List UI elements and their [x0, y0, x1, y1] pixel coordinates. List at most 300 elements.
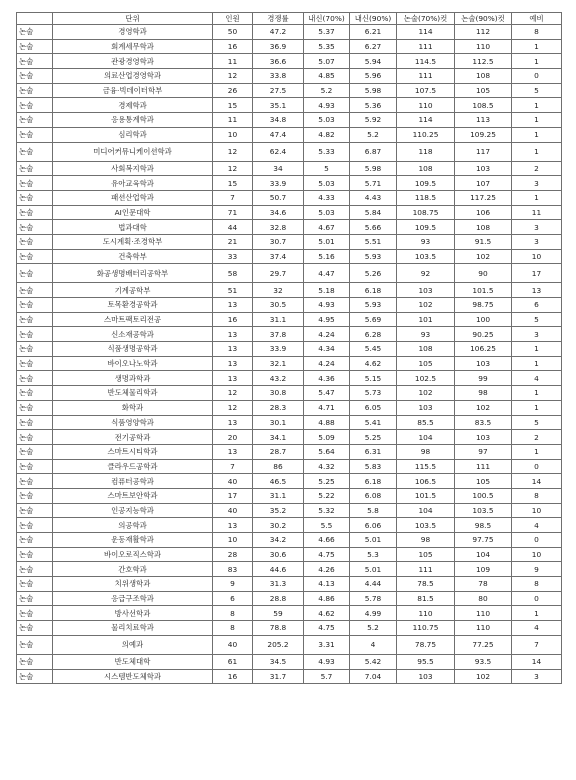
table-cell: 4.93 — [304, 98, 350, 113]
table-cell: AI인문대학 — [53, 205, 213, 220]
table-cell: 59 — [253, 606, 304, 621]
table-cell: 12 — [213, 161, 253, 176]
table-cell: 4.67 — [304, 220, 350, 235]
table-cell: 5.03 — [304, 205, 350, 220]
table-cell: 47.4 — [253, 127, 304, 142]
table-cell: 5.32 — [304, 503, 350, 518]
table-cell: 5.2 — [350, 621, 397, 636]
table-cell: 4.24 — [304, 327, 350, 342]
table-cell: 5.93 — [350, 298, 397, 313]
table-cell: 신소재공학과 — [53, 327, 213, 342]
table-cell: 47.2 — [253, 25, 304, 40]
table-row — [17, 518, 562, 533]
table-cell: 110 — [397, 98, 455, 113]
table-cell: 3 — [512, 176, 562, 191]
table-cell: 논술 — [17, 356, 53, 371]
header-row — [17, 13, 562, 25]
table-row — [17, 371, 562, 386]
table-cell: 108 — [455, 220, 512, 235]
table-cell: 32.8 — [253, 220, 304, 235]
table-row — [17, 577, 562, 592]
table-cell: 17 — [512, 264, 562, 283]
table-cell: 5.01 — [350, 533, 397, 548]
table-cell: 6 — [213, 591, 253, 606]
table-cell: 8 — [512, 577, 562, 592]
table-cell: 5.51 — [350, 234, 397, 249]
table-cell: 5.03 — [304, 176, 350, 191]
table-cell: 5.83 — [350, 459, 397, 474]
table-cell: 식품생명공학과 — [53, 342, 213, 357]
table-cell: 13 — [213, 298, 253, 313]
table-cell: 17 — [213, 488, 253, 503]
table-cell: 논술 — [17, 25, 53, 40]
table-cell: 16 — [213, 312, 253, 327]
table-cell: 6.08 — [350, 488, 397, 503]
table-cell: 5.37 — [304, 25, 350, 40]
table-cell: 1 — [512, 127, 562, 142]
table-row — [17, 606, 562, 621]
table-cell: 6.87 — [350, 142, 397, 161]
table-cell: 44.6 — [253, 562, 304, 577]
table-cell: 3 — [512, 669, 562, 684]
table-row — [17, 400, 562, 415]
header-cell-gpa-90: 내신(90%) — [350, 13, 397, 25]
table-cell: 응급구조학과 — [53, 591, 213, 606]
table-cell: 28.8 — [253, 591, 304, 606]
table-cell: 101.5 — [455, 283, 512, 298]
table-cell: 4.62 — [350, 356, 397, 371]
table-cell: 83 — [213, 562, 253, 577]
table-cell: 5.7 — [304, 669, 350, 684]
table-cell: 101 — [397, 312, 455, 327]
table-row — [17, 161, 562, 176]
table-cell: 112.5 — [455, 54, 512, 69]
table-cell: 6.18 — [350, 474, 397, 489]
table-row — [17, 415, 562, 430]
table-cell: 의예과 — [53, 635, 213, 654]
table-cell: 10 — [512, 249, 562, 264]
table-cell: 111 — [455, 459, 512, 474]
table-cell: 경영학과 — [53, 25, 213, 40]
table-row — [17, 39, 562, 54]
table-cell: 논술 — [17, 654, 53, 669]
table-cell: 4.34 — [304, 342, 350, 357]
table-cell: 103 — [397, 669, 455, 684]
table-cell: 93 — [397, 327, 455, 342]
table-cell: 33.9 — [253, 342, 304, 357]
table-cell: 118 — [397, 142, 455, 161]
table-cell: 논술 — [17, 562, 53, 577]
table-cell: 105 — [455, 83, 512, 98]
table-cell: 33.9 — [253, 176, 304, 191]
table-row — [17, 176, 562, 191]
table-row — [17, 113, 562, 128]
table-cell: 논술 — [17, 533, 53, 548]
table-cell: 바이오나노학과 — [53, 356, 213, 371]
table-cell: 1 — [512, 356, 562, 371]
table-row — [17, 342, 562, 357]
table-cell: 110 — [455, 39, 512, 54]
table-cell: 71 — [213, 205, 253, 220]
table-cell: 78.8 — [253, 621, 304, 636]
table-cell: 14 — [512, 474, 562, 489]
table-cell: 논술 — [17, 371, 53, 386]
table-cell: 85.5 — [397, 415, 455, 430]
table-cell: 81.5 — [397, 591, 455, 606]
table-row — [17, 54, 562, 69]
table-cell: 4.93 — [304, 654, 350, 669]
table-cell: 78.5 — [397, 577, 455, 592]
table-cell: 5.96 — [350, 69, 397, 84]
table-cell: 컴퓨터공학과 — [53, 474, 213, 489]
table-cell: 5.18 — [304, 283, 350, 298]
header-cell-essay-cut-90: 논술(90%)컷 — [455, 13, 512, 25]
table-cell: 110 — [455, 606, 512, 621]
table-cell: 30.8 — [253, 386, 304, 401]
table-cell: 11 — [213, 113, 253, 128]
table-cell: 논술 — [17, 400, 53, 415]
table-cell: 논술 — [17, 54, 53, 69]
table-cell: 98 — [455, 386, 512, 401]
table-cell: 112 — [455, 25, 512, 40]
table-cell: 논술 — [17, 503, 53, 518]
table-cell: 5.16 — [304, 249, 350, 264]
table-cell: 13 — [512, 283, 562, 298]
table-cell: 28.3 — [253, 400, 304, 415]
table-cell: 5.93 — [350, 249, 397, 264]
table-cell: 논술 — [17, 591, 53, 606]
table-cell: 1 — [512, 142, 562, 161]
table-cell: 34 — [253, 161, 304, 176]
table-cell: 58 — [213, 264, 253, 283]
table-cell: 106 — [455, 205, 512, 220]
table-cell: 도시계획·조경학부 — [53, 234, 213, 249]
table-cell: 30.2 — [253, 518, 304, 533]
table-cell: 114.5 — [397, 54, 455, 69]
header-cell-quota: 인원 — [213, 13, 253, 25]
table-cell: 104 — [397, 430, 455, 445]
table-cell: 5.09 — [304, 430, 350, 445]
table-cell: 5.8 — [350, 503, 397, 518]
table-cell: 83.5 — [455, 415, 512, 430]
table-cell: 건축학부 — [53, 249, 213, 264]
table-cell: 4.85 — [304, 69, 350, 84]
table-cell: 논술 — [17, 142, 53, 161]
table-cell: 15 — [213, 98, 253, 113]
table-cell: 6.18 — [350, 283, 397, 298]
table-cell: 32 — [253, 283, 304, 298]
table-cell: 5.45 — [350, 342, 397, 357]
table-cell: 103 — [397, 400, 455, 415]
table-cell: 논술 — [17, 327, 53, 342]
table-cell: 80 — [455, 591, 512, 606]
table-cell: 4.99 — [350, 606, 397, 621]
table-cell: 21 — [213, 234, 253, 249]
table-cell: 13 — [213, 518, 253, 533]
table-cell: 78 — [455, 577, 512, 592]
table-cell: 110 — [397, 606, 455, 621]
table-row — [17, 25, 562, 40]
table-cell: 50 — [213, 25, 253, 40]
table-cell: 바이오로직스학과 — [53, 547, 213, 562]
table-row — [17, 474, 562, 489]
table-cell: 4.66 — [304, 533, 350, 548]
table-cell: 1 — [512, 190, 562, 205]
table-cell: 식품영양학과 — [53, 415, 213, 430]
table-cell: 5.94 — [350, 54, 397, 69]
table-cell: 5.2 — [304, 83, 350, 98]
table-cell: 법과대학 — [53, 220, 213, 235]
table-cell: 5.92 — [350, 113, 397, 128]
table-row — [17, 127, 562, 142]
table-cell: 5.33 — [304, 142, 350, 161]
table-cell: 4.43 — [350, 190, 397, 205]
table-cell: 31.1 — [253, 312, 304, 327]
table-cell: 44 — [213, 220, 253, 235]
table-cell: 4.75 — [304, 547, 350, 562]
table-cell: 5.42 — [350, 654, 397, 669]
table-cell: 205.2 — [253, 635, 304, 654]
table-cell: 논술 — [17, 669, 53, 684]
table-cell: 102 — [455, 249, 512, 264]
table-cell: 62.4 — [253, 142, 304, 161]
table-cell: 반도체대학 — [53, 654, 213, 669]
table-row — [17, 591, 562, 606]
table-cell: 30.1 — [253, 415, 304, 430]
table-cell: 4.62 — [304, 606, 350, 621]
table-cell: 99 — [455, 371, 512, 386]
table-cell: 102 — [397, 386, 455, 401]
table-cell: 5.64 — [304, 444, 350, 459]
header-cell-gpa-70: 내신(70%) — [304, 13, 350, 25]
table-cell: 7 — [512, 635, 562, 654]
table-cell: 115.5 — [397, 459, 455, 474]
table-row — [17, 327, 562, 342]
table-row — [17, 234, 562, 249]
table-cell: 4.95 — [304, 312, 350, 327]
table-cell: 40 — [213, 474, 253, 489]
table-row — [17, 83, 562, 98]
table-cell: 5.98 — [350, 161, 397, 176]
table-cell: 77.25 — [455, 635, 512, 654]
table-cell: 논술 — [17, 298, 53, 313]
table-cell: 5 — [512, 83, 562, 98]
table-cell: 34.8 — [253, 113, 304, 128]
table-cell: 8 — [512, 488, 562, 503]
table-cell: 110.25 — [397, 127, 455, 142]
table-cell: 5.78 — [350, 591, 397, 606]
table-cell: 4.24 — [304, 356, 350, 371]
table-cell: 논술 — [17, 459, 53, 474]
table-cell: 108 — [397, 161, 455, 176]
table-cell: 30.5 — [253, 298, 304, 313]
table-cell: 103 — [397, 283, 455, 298]
table-cell: 32.1 — [253, 356, 304, 371]
table-cell: 5 — [512, 312, 562, 327]
table-cell: 93 — [397, 234, 455, 249]
table-row — [17, 205, 562, 220]
table-cell: 8 — [213, 621, 253, 636]
table-cell: 95.5 — [397, 654, 455, 669]
table-cell: 104 — [455, 547, 512, 562]
table-row — [17, 98, 562, 113]
table-cell: 4.44 — [350, 577, 397, 592]
table-cell: 2 — [512, 430, 562, 445]
table-row — [17, 298, 562, 313]
table-cell: 78.75 — [397, 635, 455, 654]
table-cell: 12 — [213, 69, 253, 84]
table-row — [17, 547, 562, 562]
table-cell: 5.3 — [350, 547, 397, 562]
table-cell: 6.21 — [350, 25, 397, 40]
table-cell: 회계세무학과 — [53, 39, 213, 54]
table-cell: 치위생학과 — [53, 577, 213, 592]
table-cell: 논술 — [17, 83, 53, 98]
table-cell: 10 — [512, 547, 562, 562]
table-cell: 4.71 — [304, 400, 350, 415]
table-cell: 논술 — [17, 69, 53, 84]
table-cell: 4.33 — [304, 190, 350, 205]
table-cell: 5.25 — [304, 474, 350, 489]
table-cell: 13 — [213, 327, 253, 342]
table-cell: 5.5 — [304, 518, 350, 533]
table-cell: 105 — [397, 356, 455, 371]
table-cell: 108.5 — [455, 98, 512, 113]
table-cell: 5 — [512, 415, 562, 430]
table-cell: 7 — [213, 190, 253, 205]
table-cell: 의료산업경영학과 — [53, 69, 213, 84]
table-cell: 26 — [213, 83, 253, 98]
table-row — [17, 562, 562, 577]
table-cell: 4.82 — [304, 127, 350, 142]
table-cell: 92 — [397, 264, 455, 283]
table-cell: 6.27 — [350, 39, 397, 54]
table-cell: 109.5 — [397, 176, 455, 191]
table-cell: 5 — [304, 161, 350, 176]
table-cell: 111 — [397, 69, 455, 84]
table-cell: 논술 — [17, 113, 53, 128]
table-cell: 20 — [213, 430, 253, 445]
table-cell: 98 — [397, 444, 455, 459]
table-cell: 46.5 — [253, 474, 304, 489]
table-cell: 10 — [213, 127, 253, 142]
table-cell: 0 — [512, 533, 562, 548]
table-cell: 36.6 — [253, 54, 304, 69]
table-cell: 98.75 — [455, 298, 512, 313]
table-row — [17, 220, 562, 235]
table-cell: 12 — [213, 386, 253, 401]
table-cell: 6.06 — [350, 518, 397, 533]
table-cell: 1 — [512, 98, 562, 113]
table-cell: 109.5 — [397, 220, 455, 235]
table-cell: 100 — [455, 312, 512, 327]
table-cell: 1 — [512, 606, 562, 621]
table-cell: 51 — [213, 283, 253, 298]
table-cell: 105 — [455, 474, 512, 489]
table-cell: 86 — [253, 459, 304, 474]
table-cell: 물리치료학과 — [53, 621, 213, 636]
table-cell: 스마트보안학과 — [53, 488, 213, 503]
table-cell: 5.03 — [304, 113, 350, 128]
table-cell: 117.25 — [455, 190, 512, 205]
table-row — [17, 635, 562, 654]
table-cell: 106.25 — [455, 342, 512, 357]
table-cell: 93.5 — [455, 654, 512, 669]
table-cell: 33.8 — [253, 69, 304, 84]
table-cell: 4.86 — [304, 591, 350, 606]
table-cell: 5.25 — [350, 430, 397, 445]
table-cell: 5.36 — [350, 98, 397, 113]
table-cell: 논술 — [17, 342, 53, 357]
table-cell: 109.25 — [455, 127, 512, 142]
table-cell: 논술 — [17, 474, 53, 489]
table-cell: 31.7 — [253, 669, 304, 684]
table-cell: 1 — [512, 39, 562, 54]
table-cell: 4 — [512, 621, 562, 636]
table-cell: 경제학과 — [53, 98, 213, 113]
table-cell: 8 — [512, 25, 562, 40]
table-cell: 30.7 — [253, 234, 304, 249]
table-cell: 16 — [213, 669, 253, 684]
table-cell: 3.31 — [304, 635, 350, 654]
table-cell: 논술 — [17, 249, 53, 264]
table-cell: 5.01 — [304, 234, 350, 249]
table-cell: 논술 — [17, 39, 53, 54]
table-cell: 0 — [512, 69, 562, 84]
table-cell: 논술 — [17, 518, 53, 533]
table-cell: 102 — [455, 400, 512, 415]
table-cell: 논술 — [17, 386, 53, 401]
table-cell: 미디어커뮤니케이션학과 — [53, 142, 213, 161]
table-row — [17, 249, 562, 264]
table-cell: 화학과 — [53, 400, 213, 415]
table-cell: 논술 — [17, 312, 53, 327]
table-cell: 3 — [512, 234, 562, 249]
table-cell: 5.84 — [350, 205, 397, 220]
table-cell: 논술 — [17, 234, 53, 249]
table-cell: 0 — [512, 459, 562, 474]
table-cell: 100.5 — [455, 488, 512, 503]
table-cell: 토목환경공학과 — [53, 298, 213, 313]
table-cell: 13 — [213, 356, 253, 371]
table-cell: 5.15 — [350, 371, 397, 386]
table-cell: 43.2 — [253, 371, 304, 386]
table-cell: 논술 — [17, 606, 53, 621]
table-cell: 논술 — [17, 205, 53, 220]
table-cell: 응용통계학과 — [53, 113, 213, 128]
table-cell: 11 — [213, 54, 253, 69]
table-cell: 91.5 — [455, 234, 512, 249]
table-cell: 논술 — [17, 547, 53, 562]
table-row — [17, 190, 562, 205]
table-cell: 5.01 — [350, 562, 397, 577]
table-cell: 금융·빅데이터학부 — [53, 83, 213, 98]
table-cell: 114 — [397, 25, 455, 40]
table-cell: 1 — [512, 400, 562, 415]
table-cell: 103.5 — [397, 249, 455, 264]
table-cell: 111 — [397, 562, 455, 577]
table-cell: 103 — [455, 161, 512, 176]
admissions-table — [16, 12, 562, 684]
header-cell-waitlist: 예비 — [512, 13, 562, 25]
table-cell: 유아교육학과 — [53, 176, 213, 191]
table-cell: 7 — [213, 459, 253, 474]
table-cell: 4.13 — [304, 577, 350, 592]
table-row — [17, 283, 562, 298]
table-cell: 1 — [512, 444, 562, 459]
table-cell: 논술 — [17, 220, 53, 235]
table-row — [17, 444, 562, 459]
